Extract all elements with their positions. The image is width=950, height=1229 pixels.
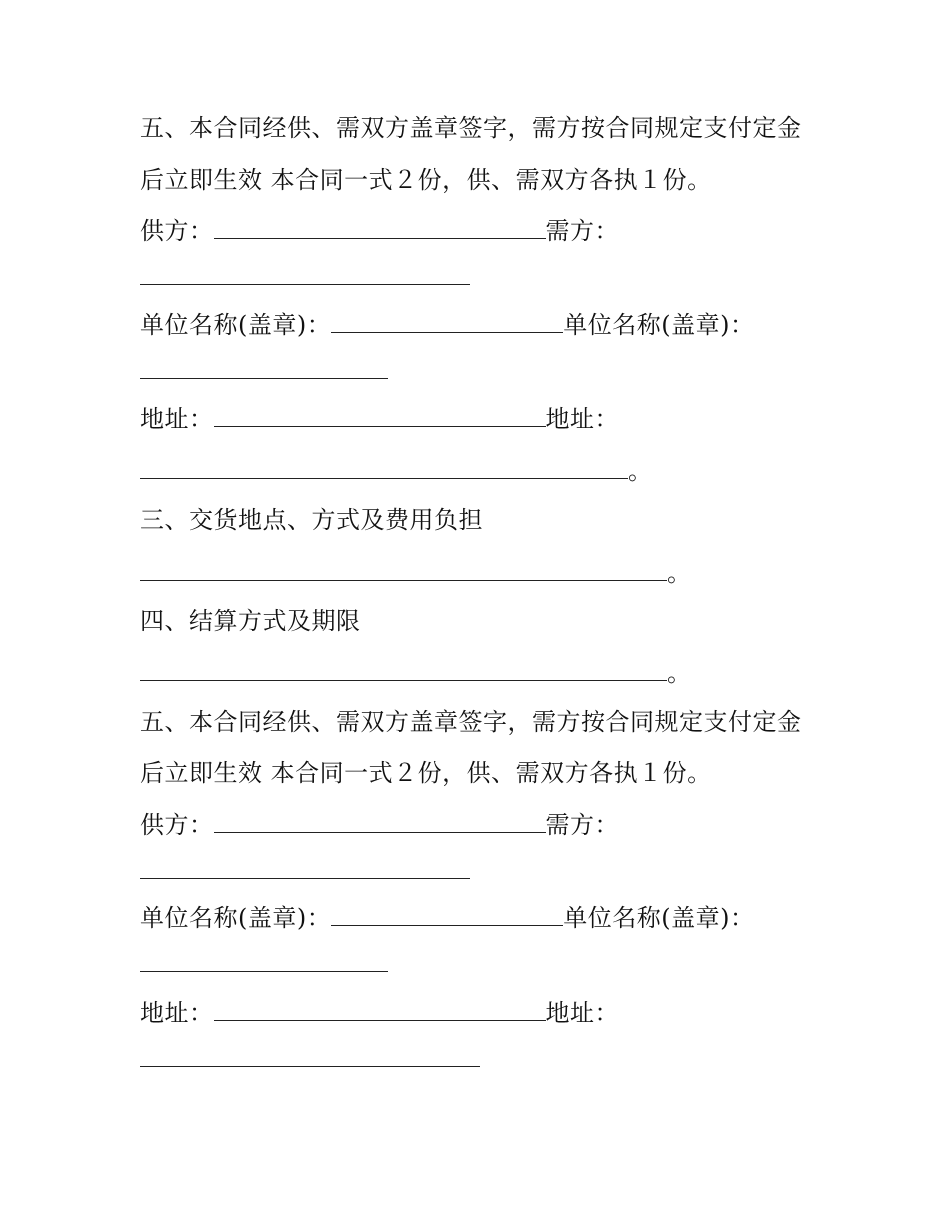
section-3-blank[interactable] bbox=[140, 558, 667, 581]
buyer-blank-row bbox=[140, 262, 470, 292]
clause-5-line-1-repeat: 五、本合同经供、需双方盖章签字，需方按合同规定支付定金 bbox=[140, 708, 802, 736]
supplier-blank[interactable] bbox=[214, 810, 546, 833]
address-blank-supplier[interactable] bbox=[214, 998, 546, 1021]
unit-name-label-buyer: 单位名称(盖章)： bbox=[563, 311, 755, 339]
address-buyer-blank-row bbox=[140, 456, 653, 486]
supplier-buyer-row-repeat bbox=[140, 810, 619, 840]
buyer-blank[interactable] bbox=[140, 856, 470, 879]
supplier-label: 供方： bbox=[140, 217, 214, 245]
clause-5-line-2-repeat: 后立即生效 本合同一式２份，供、需双方各执１份。 bbox=[140, 759, 712, 787]
section-4-blank-row bbox=[140, 658, 692, 688]
unit-name-blank-supplier[interactable] bbox=[331, 310, 563, 333]
address-label-supplier: 地址： bbox=[140, 405, 214, 433]
unit-name-blank-buyer[interactable] bbox=[140, 949, 388, 972]
unit-name-buyer-blank-row-repeat bbox=[140, 949, 388, 979]
clause-5-line-1: 五、本合同经供、需双方盖章签字，需方按合同规定支付定金 bbox=[140, 114, 802, 142]
address-blank-supplier[interactable] bbox=[214, 404, 546, 427]
supplier-blank[interactable] bbox=[214, 216, 546, 239]
address-row-repeat bbox=[140, 998, 619, 1028]
clause-5-line-2: 后立即生效 本合同一式２份，供、需双方各执１份。 bbox=[140, 166, 712, 194]
unit-name-buyer-blank-row bbox=[140, 356, 388, 386]
period-mark: 。 bbox=[628, 457, 653, 485]
section-4-blank[interactable] bbox=[140, 658, 667, 681]
address-label-buyer: 地址： bbox=[545, 405, 619, 433]
period-mark: 。 bbox=[667, 659, 692, 687]
buyer-blank[interactable] bbox=[140, 262, 470, 285]
buyer-blank-row-repeat bbox=[140, 856, 470, 886]
address-blank-buyer[interactable] bbox=[140, 1044, 480, 1067]
unit-name-row-repeat bbox=[140, 903, 754, 933]
unit-name-label-buyer: 单位名称(盖章)： bbox=[563, 904, 755, 932]
section-3-blank-row bbox=[140, 558, 692, 588]
supplier-buyer-row bbox=[140, 216, 619, 246]
section-3-heading: 三、交货地点、方式及费用负担 bbox=[140, 506, 483, 534]
unit-name-blank-supplier[interactable] bbox=[331, 903, 563, 926]
unit-name-row bbox=[140, 310, 754, 340]
address-label-supplier: 地址： bbox=[140, 999, 214, 1027]
unit-name-label-supplier: 单位名称(盖章)： bbox=[140, 311, 332, 339]
address-buyer-blank-row-repeat bbox=[140, 1044, 480, 1074]
buyer-label: 需方： bbox=[545, 217, 619, 245]
period-mark: 。 bbox=[667, 559, 692, 587]
address-blank-buyer[interactable] bbox=[140, 456, 628, 479]
section-4-heading: 四、结算方式及期限 bbox=[140, 607, 361, 635]
supplier-label: 供方： bbox=[140, 811, 214, 839]
unit-name-blank-buyer[interactable] bbox=[140, 356, 388, 379]
unit-name-label-supplier: 单位名称(盖章)： bbox=[140, 904, 332, 932]
address-label-buyer: 地址： bbox=[545, 999, 619, 1027]
buyer-label: 需方： bbox=[545, 811, 619, 839]
address-row bbox=[140, 404, 619, 434]
